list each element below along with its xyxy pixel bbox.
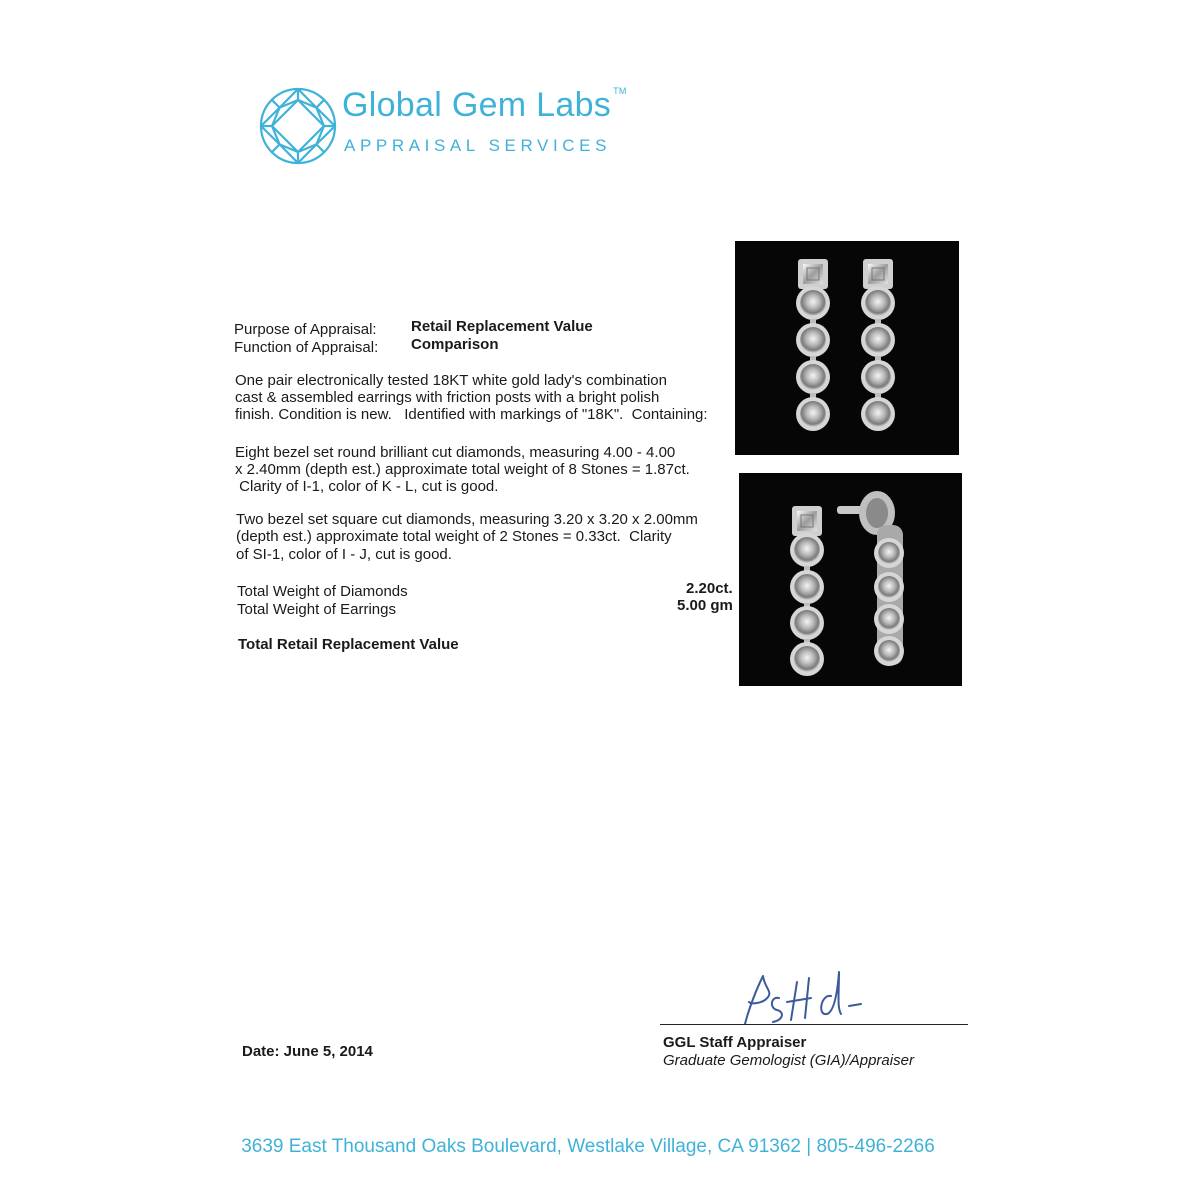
- footer-address: 3639 East Thousand Oaks Boulevard, Westlake Village, CA 91362 | 805-496-2266: [241, 1136, 935, 1157]
- description-line: One pair electronically tested 18KT white gold lady's combination: [235, 372, 667, 389]
- square-diamonds-line: Two bezel set square cut diamonds, measuring 3.20 x 3.20 x 2.00mm: [236, 511, 698, 528]
- total-earrings-label: Total Weight of Earrings: [237, 601, 396, 618]
- appraiser-credentials: Graduate Gemologist (GIA)/Appraiser: [663, 1052, 914, 1069]
- earrings-front-photo-icon: [735, 241, 959, 455]
- purpose-value: Retail Replacement Value: [411, 318, 593, 335]
- round-diamonds-line: Clarity of I-1, color of K - L, cut is good.: [235, 478, 499, 495]
- purpose-label: Purpose of Appraisal:: [234, 321, 377, 338]
- square-diamonds-line: of SI-1, color of I - J, cut is good.: [236, 546, 452, 563]
- handwritten-signature-icon: [735, 968, 865, 1028]
- round-diamonds-line: x 2.40mm (depth est.) approximate total weight of 8 Stones = 1.87ct.: [235, 461, 690, 478]
- total-diamonds-value: 2.20ct.: [686, 580, 733, 597]
- appraiser-title: GGL Staff Appraiser: [663, 1034, 807, 1051]
- total-retail-label: Total Retail Replacement Value: [238, 636, 459, 653]
- description-line: cast & assembled earrings with friction posts with a bright polish: [235, 389, 660, 406]
- description-line: finish. Condition is new. Identified with markings of "18K". Containing:: [235, 406, 708, 423]
- appraisal-date: Date: June 5, 2014: [242, 1043, 373, 1060]
- brand-name: Global Gem Labs ™: [342, 86, 627, 124]
- round-diamonds-line: Eight bezel set round brilliant cut diamonds, measuring 4.00 - 4.00: [235, 444, 676, 461]
- earrings-side-photo-icon: [739, 473, 962, 686]
- total-earrings-value: 5.00 gm: [677, 597, 733, 614]
- function-value: Comparison: [411, 336, 499, 353]
- brand-subtitle: APPRAISAL SERVICES: [344, 136, 612, 155]
- diamond-logo-icon: [258, 86, 338, 166]
- function-label: Function of Appraisal:: [234, 339, 379, 356]
- trademark-mark: TM: [613, 86, 627, 96]
- signature-line: [660, 1024, 968, 1025]
- square-diamonds-line: (depth est.) approximate total weight of 2 Stones = 0.33ct. Clarity: [236, 528, 672, 545]
- total-diamonds-label: Total Weight of Diamonds: [237, 583, 408, 600]
